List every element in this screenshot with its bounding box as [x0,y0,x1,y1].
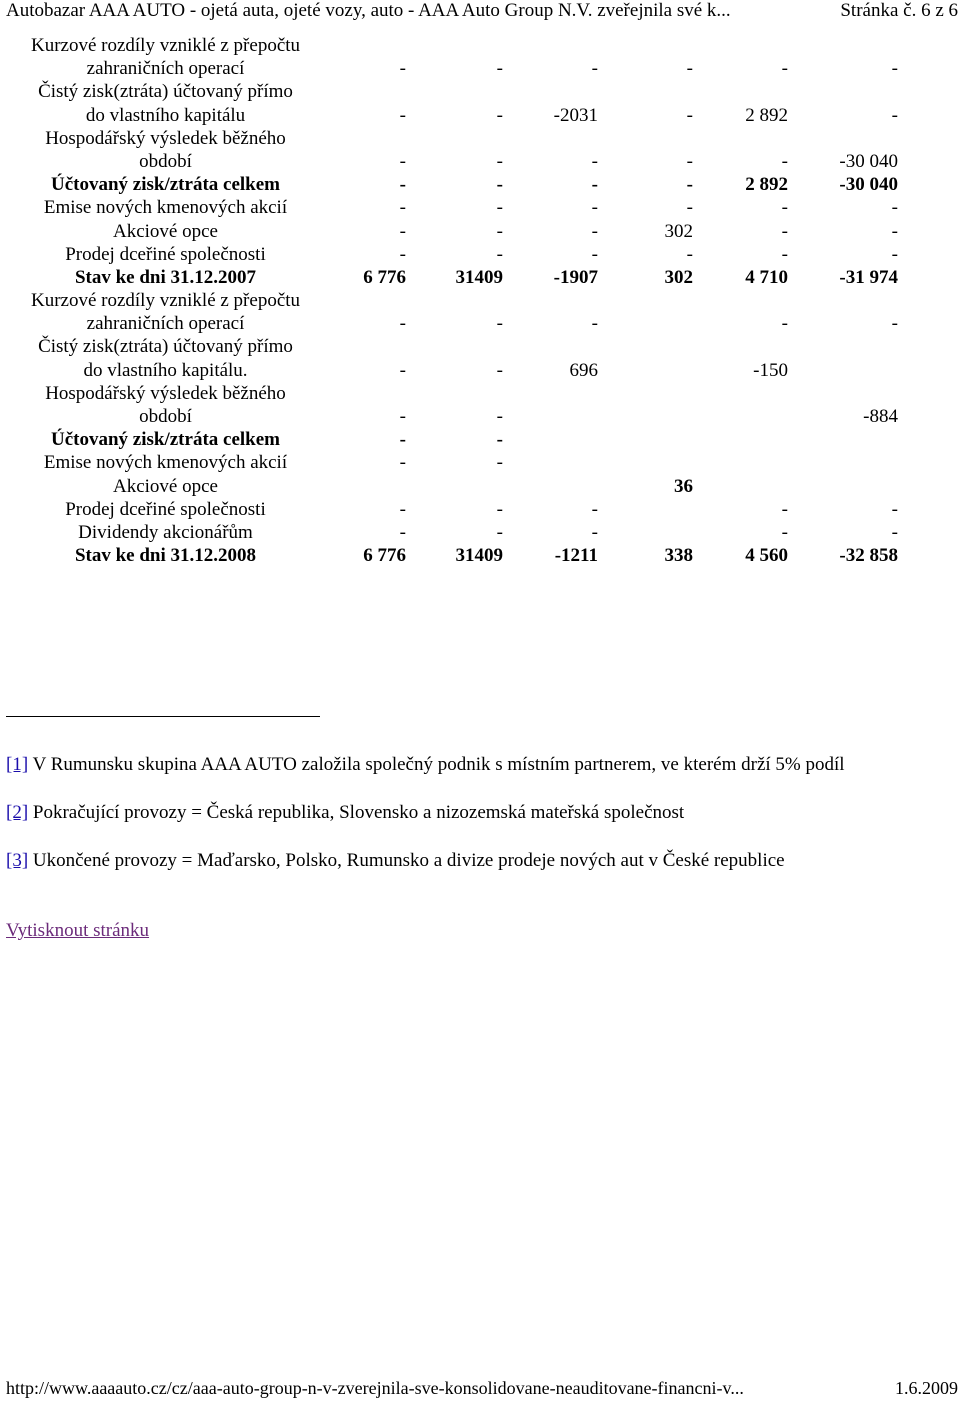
cell-value: 696 [569,359,598,381]
cell-value: - [496,521,503,543]
table-row [8,289,908,312]
cell-value: - [399,359,406,381]
cell-value: - [891,220,898,242]
cell-value: - [891,104,898,126]
row-label: Stav ke dni 31.12.2008 [74,545,257,567]
cell-value: - [781,197,788,219]
page-url: http://www.aaaauto.cz/cz/aaa-auto-group-n-v-zverejnila-sve-konsolidovane-neauditovane-financni-v... [6,1378,744,1398]
cell-value: - [591,197,598,219]
cell-value: - [781,243,788,265]
row-label: Čistý zisk(ztráta) účtovaný přímo [38,336,293,358]
cell-value: - [591,58,598,80]
cell-value: - [891,521,898,543]
cell-value: 4 710 [745,266,788,288]
table-row [8,451,908,474]
cell-value: - [781,313,788,335]
page-number: Stránka č. 6 z 6 [840,0,958,21]
table-row [8,104,908,127]
cell-value: - [496,429,503,451]
footnote-divider [6,716,320,717]
cell-value: - [496,197,503,219]
table-row [8,428,908,451]
cell-value: - [399,498,406,520]
row-label: Prodej dceřiné společnosti [65,243,266,265]
row-label: Hospodářský výsledek běžného [45,127,286,149]
cell-value: -32 858 [839,545,898,567]
cell-value: - [399,197,406,219]
footnote-ref-2[interactable]: [2] [6,802,29,823]
cell-value: -2031 [553,104,598,126]
table-row [8,243,908,266]
cell-value: - [591,150,598,172]
cell-value: 4 560 [745,545,788,567]
cell-value: - [496,313,503,335]
row-label: Čistý zisk(ztráta) účtovaný přímo [38,81,293,103]
page-title: Autobazar AAA AUTO - ojetá auta, ojeté vozy, auto - AAA Auto Group N.V. zveřejnila své k... [6,0,731,21]
table-row [8,335,908,358]
cell-value: - [496,150,503,172]
cell-value: 2 892 [745,174,788,196]
cell-value: - [496,220,503,242]
cell-value: 31409 [455,545,503,567]
cell-value: - [891,498,898,520]
cell-value: - [399,150,406,172]
table-row [8,57,908,80]
print-page-link[interactable]: Vytisknout stránku [6,920,150,941]
cell-value: - [399,452,406,474]
table-row [8,196,908,219]
cell-value: - [399,104,406,126]
cell-value: - [496,58,503,80]
table-row [8,544,908,567]
footnote-3 [6,850,785,872]
cell-value: -884 [863,406,898,427]
footnote-text-1: V Rumunsku skupina AAA AUTO založila společný podnik s místním partnerem, ve kterém drží 5% podíl [32,754,845,775]
cell-value: - [591,220,598,242]
cell-value: - [399,406,406,427]
table-row [8,498,908,521]
cell-value: - [591,243,598,265]
row-label: období [139,406,192,427]
cell-value: - [686,150,693,172]
row-label: Stav ke dni 31.12.2007 [74,266,257,288]
cell-value: - [496,452,503,474]
cell-value: - [496,104,503,126]
table-row [8,173,908,196]
cell-value: - [781,150,788,172]
table-row [8,127,908,150]
table-row [8,405,908,428]
cell-value: - [781,220,788,242]
cell-value: - [686,197,693,219]
row-label: Kurzové rozdíly vzniklé z přepočtu [30,290,301,312]
table-row [8,382,908,405]
cell-value: -150 [753,359,788,381]
cell-value: - [686,243,693,265]
cell-value: - [496,174,503,196]
table-row [8,312,908,335]
cell-value: - [399,58,406,80]
cell-value: -31 974 [839,266,898,288]
row-label: Kurzové rozdíly vzniklé z přepočtu [30,35,301,56]
cell-value: - [496,359,503,381]
equity-statement-table [8,34,908,567]
cell-value: - [496,243,503,265]
print-footer [0,1377,960,1401]
row-label: Emise nových kmenových akcií [43,197,288,219]
footnote-text-3: Ukončené provozy = Maďarsko, Polsko, Rumunsko a divize prodeje nových aut v České republice [32,850,785,871]
cell-value: - [399,174,406,196]
row-label: zahraničních operací [86,313,245,335]
cell-value: - [781,498,788,520]
row-label: Emise nových kmenových akcií [43,452,288,474]
row-label: Akciové opce [113,220,218,242]
cell-value: - [591,498,598,520]
cell-value: - [591,313,598,335]
cell-value: -30 040 [839,174,898,196]
table-row [8,150,908,173]
cell-value: - [496,406,503,427]
footnote-ref-3[interactable]: [3] [6,850,29,871]
cell-value: - [399,243,406,265]
cell-value: 302 [664,266,693,288]
cell-value: - [496,498,503,520]
table-row [8,475,908,498]
cell-value: 31409 [455,266,503,288]
cell-value: - [781,58,788,80]
table-row [8,266,908,289]
row-label: zahraničních operací [86,58,245,80]
row-label: Účtovaný zisk/ztráta celkem [51,429,280,451]
cell-value: - [891,313,898,335]
row-label: Dividendy akcionářům [78,521,253,543]
cell-value: - [399,429,406,451]
cell-value: -30 040 [839,150,898,172]
row-label: Prodej dceřiné společnosti [65,498,266,520]
cell-value: 6 776 [363,545,406,567]
table-row [8,34,908,57]
cell-value: - [686,104,693,126]
cell-value: - [891,197,898,219]
print-date: 1.6.2009 [895,1378,958,1398]
footnote-1 [6,754,845,776]
row-label: období [139,150,192,172]
cell-value: - [686,174,693,196]
cell-value: -1907 [553,266,598,288]
cell-value: 338 [664,545,693,567]
footnote-2 [6,802,684,824]
cell-value: 36 [674,475,693,497]
cell-value: 2 892 [745,104,788,126]
cell-value: - [591,174,598,196]
row-label: Hospodářský výsledek běžného [45,382,286,404]
table-row [8,359,908,382]
row-label: Účtovaný zisk/ztráta celkem [51,174,280,196]
cell-value: - [686,58,693,80]
cell-value: 302 [664,220,693,242]
cell-value: -1211 [554,545,598,567]
cell-value: - [399,313,406,335]
cell-value: - [781,521,788,543]
row-label: do vlastního kapitálu. [83,359,248,381]
cell-value: - [591,521,598,543]
table-row [8,220,908,243]
table-row [8,521,908,544]
footnote-text-2: Pokračující provozy = Česká republika, Slovensko a nizozemská mateřská společnost [32,802,685,823]
table-row [8,80,908,103]
cell-value: 6 776 [363,266,406,288]
cell-value: - [399,220,406,242]
cell-value: - [891,58,898,80]
cell-value: - [891,243,898,265]
row-label: Akciové opce [113,475,218,497]
row-label: do vlastního kapitálu [85,104,246,126]
cell-value: - [399,521,406,543]
print-header [0,0,960,24]
footnote-ref-1[interactable]: [1] [6,754,29,775]
